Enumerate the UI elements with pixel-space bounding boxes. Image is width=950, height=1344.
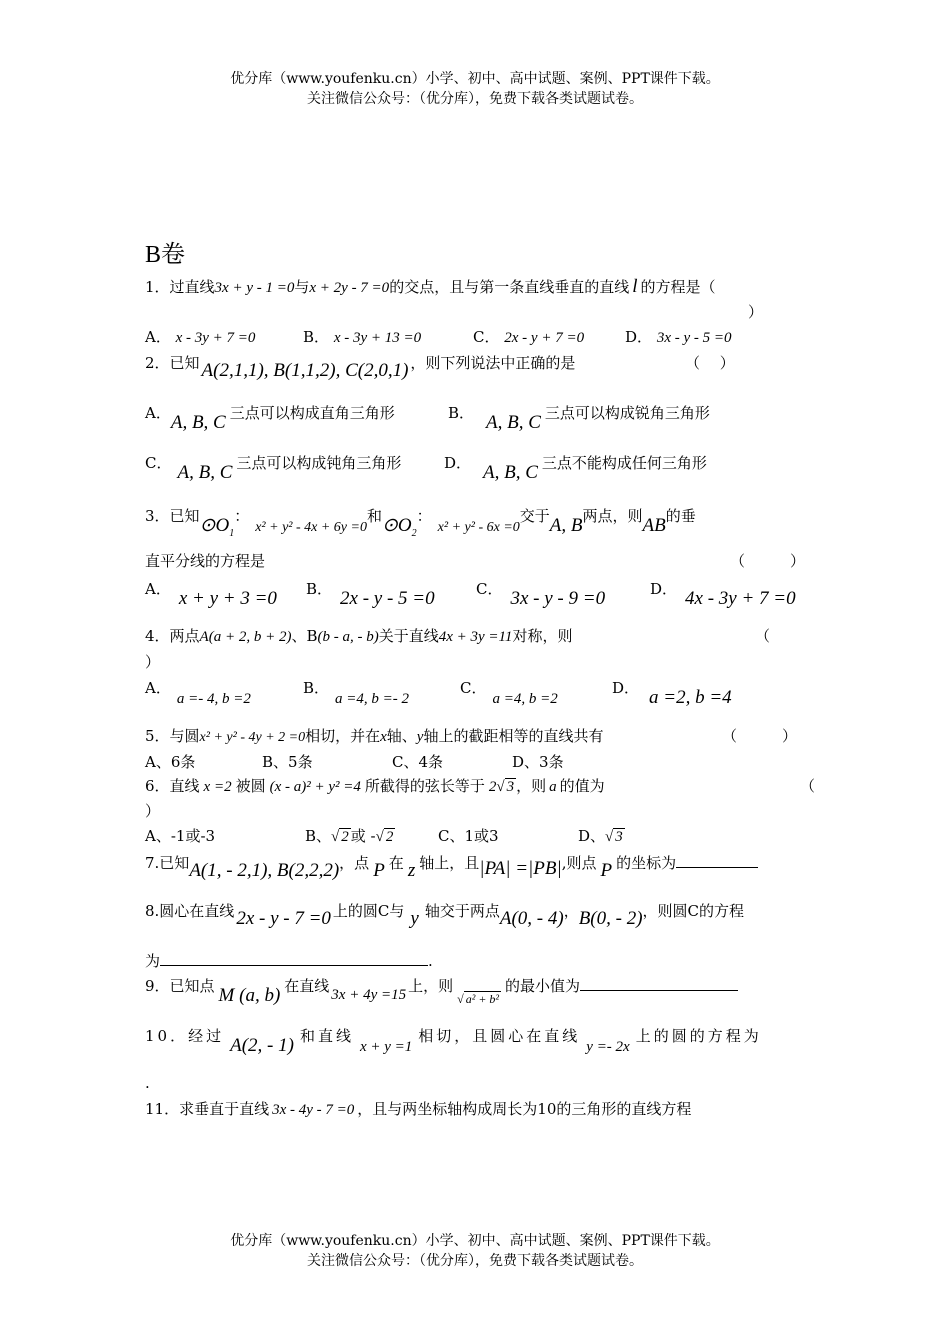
q2-option-d [444,452,707,483]
q1-option-a-text: x - 3y + 7 =0 [175,330,256,346]
q1-option-c [473,326,584,347]
q6-option-a: A、-1或-3 [145,827,216,845]
q1-option-a-label: A． [145,328,171,346]
q4-option-c-label: C． [460,679,487,697]
q6-option-b-mid: 或 - [350,827,376,845]
q1-option-c-text: 2x - y + 7 =0 [504,330,585,346]
q1-eq1: 3x + y - 1 =0 [214,280,295,296]
q10-eq1: x + y =1 [359,1039,413,1055]
q8-comma: ， [563,902,579,920]
q2-stem-b: ，则下列说法中正确的是 [410,354,576,372]
q4-pb: (b - a, - b) [317,629,379,645]
q4-eq: 4x + 3y =11 [438,629,513,645]
q6-chord-rad: 3 [506,779,515,795]
q1-option-a [145,326,255,347]
q2-option-c-points: A, B, C [177,462,233,483]
q2-option-b-text: 三点可以构成锐角三角形 [544,404,710,422]
q8-y: y [410,908,419,929]
q4-stem-c: 关于直线 [378,627,439,645]
question-1 [145,276,716,298]
q10-end: . [145,1074,150,1092]
q9-answer-blank[interactable] [580,976,738,991]
q7-stem-e: ,则点 [561,854,597,872]
q4-option-a-text: a =- 4, b =2 [176,691,251,707]
q3-option-a [145,578,277,609]
q1-option-d-label: D． [625,328,653,346]
q7-eq: |PA| =|PB| [479,858,562,879]
q3-o2-sub: 2 [411,527,417,539]
q4-stem-a: 4．两点 [145,627,200,645]
question-7 [145,852,758,881]
q7-z: z [407,860,416,881]
q1-option-c-label: C． [473,328,500,346]
q4-pa: A(a + 2, b + 2) [199,629,292,645]
q6-stem-e: 的值为 [559,777,605,795]
q9-stem-c: 上，则 [408,977,454,995]
q2-option-a-points: A, B, C [170,412,226,433]
q7-stem-d: 轴上，且 [419,854,480,872]
q3-option-a-label: A． [145,580,171,598]
question-3 [145,504,696,539]
q4-option-b [303,677,410,707]
q10-pa: A(2, - 1) [230,1035,294,1056]
q2-option-b-points: A, B, C [486,412,541,433]
q3-ab: A, B [549,515,583,536]
q10-stem-d: 上的圆的方程为 [635,1027,762,1045]
q5-stem-c: 轴、 [386,727,417,745]
q5-option-b-label: B、 [262,753,289,771]
q3-o2 [382,515,417,539]
q2-option-d-text: 三点不能构成任何三角形 [541,454,707,472]
q8-answer-blank[interactable] [160,951,428,966]
q7-stem-c: 在 [388,854,404,872]
q5-option-d-label: D、 [512,753,540,771]
q2-option-a-text: 三点可以构成直角三角形 [229,404,395,422]
q7-p2: P [600,860,613,881]
q8-pa: A(0, - 4) [499,908,564,929]
q5-stem-a: 5．与圆 [145,727,200,745]
q3-stem-e: 的垂 [665,507,696,525]
q3-option-b-text: 2x - y - 5 =0 [340,588,435,609]
q7-p: P [373,860,385,881]
q8-stem-b: 上的圆C与 [332,902,405,920]
q8-line2 [145,950,433,971]
q2-option-c-text: 三点可以构成钝角三角形 [236,454,402,472]
header-line-2: 关注微信公众号：（优分库），免费下载各类试题试卷。 [307,91,643,107]
q10-stem-a: 10．经过 [145,1027,225,1045]
q4-option-d-text: a =2, b =4 [649,687,732,708]
q3-o1-sub: 1 [229,527,235,539]
q3-eq2: x² + y² - 6x =0 [437,520,520,535]
q3-seg: AB [642,515,666,536]
q6-paren-open: （ [800,777,816,795]
q3-option-c-label: C． [476,580,503,598]
question-6 [145,775,605,796]
question-2 [145,352,576,381]
q1-stem-d: 的方程是（ [640,278,716,296]
q5-paren: （ ） [722,727,798,745]
q3-option-d-text: 4x - 3y + 7 =0 [685,588,796,609]
q3-o2-label: ⊙O [382,515,412,536]
q4-option-d [612,677,732,708]
q3-eq1: x² + y² - 4x + 6y =0 [255,520,367,535]
q3-option-d-label: D． [650,580,678,598]
q3-option-c [476,578,606,609]
q5-option-c [392,751,443,772]
q4-option-b-label: B． [303,679,330,697]
q1-stem-c: 的交点，且与第一条直线垂直的直线 [389,278,630,296]
q5-stem-b: 相切，并在 [305,727,381,745]
q6-option-d: D、√ 3 [578,827,623,845]
q3-option-d [650,578,796,609]
q6-stem-a: 6．直线 [145,777,200,795]
q9-eq: 3x + 4y =15 [331,987,407,1003]
q6-option-b-rad1: 2 [341,829,349,845]
q6-eq2: (x - a)² + y² =4 [269,779,361,795]
q6-chord-coef: 2 [488,779,497,795]
q2-option-c [145,452,402,483]
q6-option-d-label: D、 [578,827,606,845]
q3-stem-a: 3．已知 [145,507,200,525]
q1-stem-b: 与 [294,278,310,296]
q6-option-c: C、1或3 [438,827,499,845]
q4-stem-b: 、B [291,627,318,645]
q5-eq: x² + y² - 4y + 2 =0 [199,730,306,745]
q6-stem-b: 被圆 [235,777,266,795]
q2-option-a [145,402,395,433]
q11-stem-a: 11．求垂直于直线 [145,1100,270,1118]
q5-option-b [262,751,313,772]
q1-option-d-text: 3x - y - 5 =0 [656,330,732,346]
q3-o1-label: ⊙O [199,515,230,536]
q3-colon-2: ： [416,507,432,525]
q4-option-c [460,677,558,707]
q6-chord: 2√ 3 [488,779,515,795]
q10-stem-c: 相切，且圆心在直线 [418,1027,581,1045]
q4-option-c-text: a =4, b =2 [492,691,558,707]
q5-stem-d: 轴上的截距相等的直线共有 [423,727,604,745]
q11-eq: 3x - 4y - 7 =0 [272,1102,355,1118]
q3-colon-1: ： [234,507,250,525]
q6-option-b-rad2: 2 [385,829,394,845]
footer-line-1: 优分库（www.youfenku.cn）小学、初中、高中试题、案例、PPT课件下载。 [230,1233,720,1249]
question-8 [145,900,745,929]
q5-option-b-text: 5条 [288,753,313,771]
q10-stem-b: 和直线 [299,1027,354,1045]
q8-stem-d: ，则圆C的方程 [642,902,745,920]
q2-stem-a: 2．已知 [145,354,200,372]
q1-eq2: x + 2y - 7 =0 [309,280,390,296]
q1-option-b-text: x - 3y + 13 =0 [333,330,422,346]
q2-paren: （ ） [685,354,735,372]
q2-option-d-label: D． [444,454,472,472]
q8-pb: B(0, - 2) [578,908,643,929]
q5-y: y [416,729,424,745]
q7-points: A(1, - 2,1), B(2,2,2) [189,860,340,881]
q5-option-c-label: C、 [392,753,419,771]
q7-stem-b: ，点 [339,854,370,872]
q3-option-c-text: 3x - y - 9 =0 [510,588,606,609]
q6-stem-c: 所截得的弦长等于 [364,777,485,795]
q11-stem-b: ，且与两坐标轴构成周长为10的三角形的直线方程 [357,1100,692,1118]
question-11 [145,1098,691,1119]
q9-expr-rad: a² + b² [465,992,500,1006]
q4-option-a-label: A． [145,679,171,697]
q1-option-b [303,326,421,347]
question-9 [145,975,738,1006]
q3-o1 [199,515,235,539]
q8-stem-c: 轴交于两点 [424,902,500,920]
q9-stem-b: 在直线 [284,977,330,995]
q8-end: . [428,952,433,970]
q1-stem-a: 1．过直线 [145,278,215,296]
q4-paren-open: （ [755,627,771,645]
q4-stem-d: 对称，则 [512,627,573,645]
q1-var: l [632,276,638,297]
q6-option-b-label: B、 [305,827,332,845]
q5-option-a [145,751,195,772]
q5-option-a-label: A、 [145,753,171,771]
q1-option-d [625,326,732,347]
q7-stem-a: 7.已知 [145,854,190,872]
footer-line-2: 关注微信公众号：（优分库），免费下载各类试题试卷。 [307,1253,643,1269]
q3-stem-d: 两点，则 [582,507,643,525]
q9-stem-a: 9．已知点 [145,977,215,995]
q3-option-b [306,578,435,609]
q6-option-d-rad: 3 [615,829,623,845]
q3-stem-c: 交于 [519,507,550,525]
q4-option-d-label: D． [612,679,640,697]
q3-option-a-text: x + y + 3 =0 [178,588,277,609]
q2-option-b [448,402,710,433]
q5-option-d-text: 3条 [539,753,564,771]
q3-option-b-label: B． [306,580,333,598]
q1-paren-close: ） [748,303,764,321]
q2-option-d-points: A, B, C [483,462,538,483]
q2-option-c-label: C． [145,454,172,472]
q2-option-b-label: B． [448,404,475,422]
section-title: B卷 [145,242,186,268]
question-10 [145,1025,762,1056]
q6-option-b: B、√ 2 或 -√ 2 [305,827,394,845]
header-line-1: 优分库（www.youfenku.cn）小学、初中、高中试题、案例、PPT课件下载。 [230,71,720,87]
q1-option-b-label: B． [303,328,330,346]
q2-option-a-label: A． [145,404,171,422]
q6-a: a [549,779,557,795]
q3-stem-b: 和 [366,507,382,525]
q4-option-b-text: a =4, b =- 2 [335,691,410,707]
q6-stem-d: ，则 [516,777,547,795]
q4-paren-close: ） [145,653,161,671]
q8-line2-text: 为 [145,952,161,970]
q3-paren: （ ） [730,552,806,570]
q7-answer-blank[interactable] [676,853,758,868]
q5-x: x [380,729,387,745]
q6-paren-close: ） [145,802,161,820]
q4-option-a [145,677,251,707]
q7-stem-f: 的坐标为 [616,854,677,872]
q3-line2: 直平分线的方程是 [145,552,266,570]
q6-eq1: x =2 [203,779,232,795]
q2-points: A(2,1,1), B(1,1,2), C(2,0,1) [201,360,409,381]
question-4 [145,625,572,646]
q9-stem-d: 的最小值为 [505,977,581,995]
q5-option-a-text: 6条 [170,753,196,771]
q5-option-d [512,751,564,772]
q8-stem-a: 8.圆心在直线 [145,902,235,920]
q9-expr: √ a² + b² [457,992,500,1006]
q8-eq: 2x - y - 7 =0 [236,908,331,929]
question-5 [145,725,603,746]
q9-m: M (a, b) [218,985,281,1006]
q5-option-c-text: 4条 [418,753,444,771]
q10-eq2: y =- 2x [586,1039,630,1055]
